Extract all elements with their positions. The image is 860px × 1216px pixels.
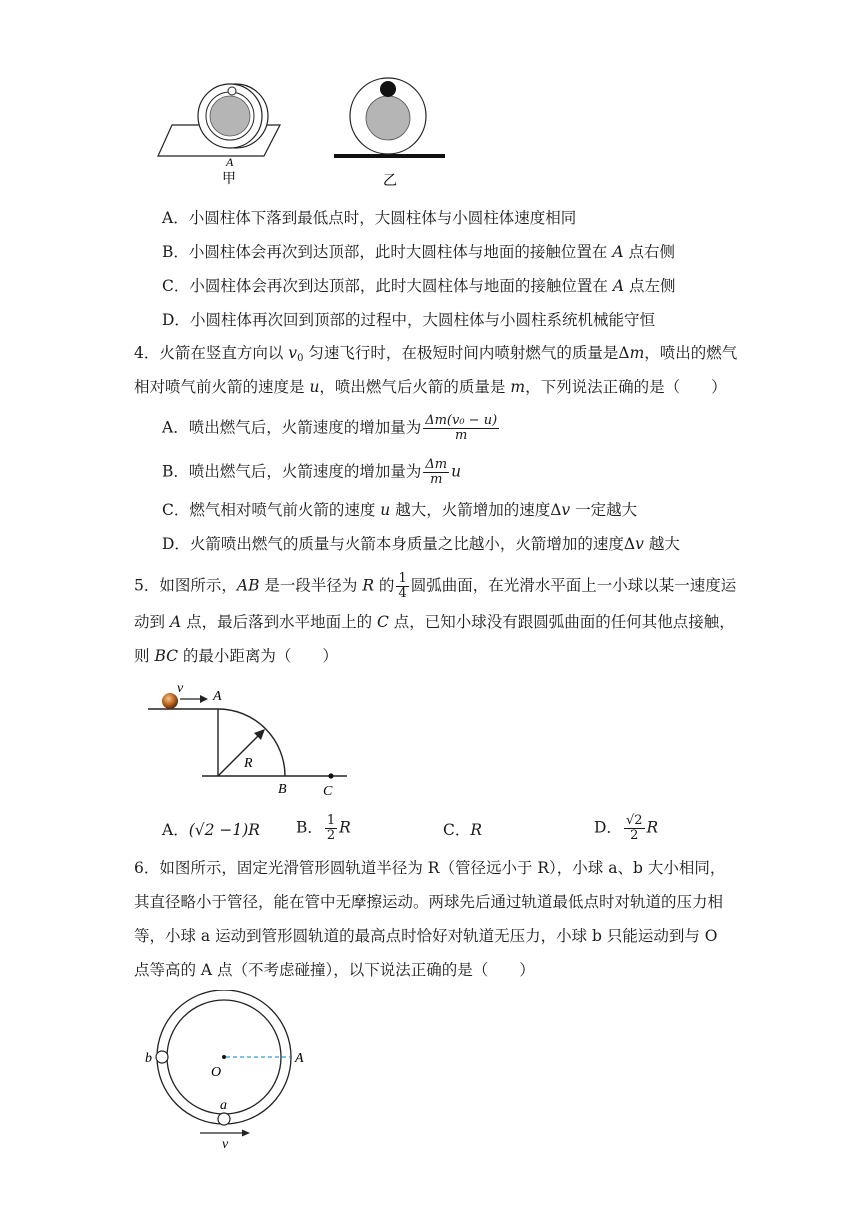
label-B: B: [278, 782, 287, 797]
fraction: $\frac{1}{4}$: [398, 571, 407, 601]
fraction: $\frac{\text{Δm(v₀ − u)}}{m}$: [425, 413, 498, 443]
figure-circular-tube: [140, 990, 320, 1150]
velocity-arrowhead: [242, 1130, 250, 1137]
option-letter: D．: [594, 818, 622, 837]
q5-option-a[interactable]: [162, 820, 260, 840]
option-letter: C．: [162, 277, 190, 295]
small-cylinder-core: [210, 96, 250, 136]
q4-option-c[interactable]: C．燃气相对喷气前火箭的速度 u 越大，火箭增加的速度Δv 一定越大: [162, 501, 638, 519]
option-text: 小圆柱体会再次到达顶部，此时大圆柱体与地面的接触位置在: [188, 243, 613, 261]
q4-option-b[interactable]: B．喷出燃气后，火箭速度的增加量为 $\frac{\Delta m}{m}$ u: [162, 457, 462, 487]
q6-stem-line1: 6．如图所示，固定光滑管形圆轨道半径为 R（管径远小于 R），小球 a、b 大小相同，: [134, 859, 726, 877]
ball: [162, 693, 178, 709]
figure-cylinders: [150, 70, 450, 195]
label-b: b: [145, 1051, 152, 1066]
fraction: $\frac{√2}{2}$: [625, 813, 643, 843]
label-O: O: [211, 1065, 222, 1080]
velocity-arrowhead: [200, 695, 208, 703]
small-ball-jia: [228, 87, 236, 95]
q6-stem-line2: 其直径略小于管径，能在管中无摩擦运动。两球先后通过轨道最低点时对轨道的压力相: [134, 893, 724, 911]
option-letter: A．: [162, 821, 189, 839]
ball-b: [156, 1051, 168, 1063]
option-value: R: [470, 821, 483, 839]
option-text: 点右侧: [623, 243, 675, 261]
q5-stem-line3: 则 BC 的最小距离为（ ）: [134, 647, 338, 665]
q4-option-d[interactable]: D．火箭喷出燃气的质量与火箭本身质量之比越小，火箭增加的速度Δv 越大: [162, 535, 680, 553]
q5-stem-line1: 5．如图所示，AB 是一段半径为 R 的 $\frac{1}{4}$ 圆弧曲面，在光滑水平面上一小球以某一速度运: [134, 571, 737, 601]
label-v: v: [177, 681, 184, 696]
option-letter: A．: [162, 209, 189, 227]
label-jia: 甲: [222, 172, 236, 187]
option-letter: B．: [162, 243, 189, 261]
label-point-A: A: [226, 155, 234, 169]
fraction: $\frac{1}{2}$: [326, 813, 336, 843]
ball-a: [218, 1113, 230, 1125]
option-text: 小圆柱体再次回到顶部的过程中，大圆柱体与小圆柱系统机械能守恒: [189, 311, 655, 329]
small-cylinder-yi: [366, 96, 410, 140]
q3-option-c[interactable]: [162, 276, 675, 296]
label-A: A: [213, 689, 222, 704]
option-text: B．喷出燃气后，火箭速度的增加量为: [162, 462, 422, 481]
center-O-dot: [222, 1055, 226, 1059]
option-text: C．燃气相对喷气前火箭的速度: [162, 501, 381, 519]
q3-option-a[interactable]: [162, 208, 576, 228]
black-ball-yi: [380, 81, 396, 97]
option-value: (√2 −1)R: [188, 821, 260, 839]
point-label: A: [612, 243, 624, 261]
figure-quarter-arc: [140, 675, 360, 800]
option-letter: B．: [296, 818, 323, 837]
label-A: A: [295, 1051, 304, 1066]
label-C: C: [323, 784, 333, 799]
q5-option-d[interactable]: D． $\frac{√2}{2}$ R: [594, 813, 659, 843]
q4-option-a[interactable]: [162, 414, 501, 443]
point-C-dot: [328, 773, 333, 778]
point-label: A: [612, 277, 625, 295]
q4-stem-line2: 相对喷气前火箭的速度是 u，喷出燃气后火箭的质量是 m，下列说法正确的是（ ）: [134, 378, 727, 396]
label-yi: 乙: [383, 174, 397, 189]
q4-stem-line1: 4．火箭在竖直方向以 $v_0$ 匀速飞行时，在极短时间内喷射燃气的质量是Δm，喷出的燃气: [134, 344, 738, 364]
q5-option-b[interactable]: B． $\frac{1}{2}$ R: [296, 813, 351, 843]
radius-arrow: [218, 734, 260, 776]
q3-option-d[interactable]: [162, 310, 655, 330]
q3-option-b[interactable]: [162, 242, 675, 262]
option-text: A．喷出燃气后，火箭速度的增加量为: [162, 418, 422, 437]
label-a: a: [220, 1098, 227, 1113]
option-text: 小圆柱体会再次到达顶部，此时大圆柱体与地面的接触位置在: [189, 277, 613, 295]
fraction: $\frac{\Delta m}{m}$: [425, 457, 448, 487]
option-letter: C．: [443, 821, 471, 839]
label-v: v: [222, 1137, 229, 1150]
q5-option-c[interactable]: [443, 820, 482, 840]
q6-stem-line4: 点等高的 A 点（不考虑碰撞），以下说法正确的是（ ）: [134, 961, 535, 979]
option-text: 小圆柱体下落到最低点时，大圆柱体与小圆柱体速度相同: [188, 209, 577, 227]
q5-stem-line2: 动到 A 点，最后落到水平地面上的 C 点，已知小球没有跟圆弧曲面的任何其他点接触，: [134, 613, 735, 631]
label-R: R: [244, 756, 253, 771]
option-letter: D．: [162, 311, 190, 329]
option-text: 点左侧: [624, 277, 676, 295]
option-text: D．火箭喷出燃气的质量与火箭本身质量之比越小，火箭增加的速度Δ: [162, 535, 636, 553]
q6-stem-line3: 等，小球 a 运动到管形圆轨道的最高点时恰好对轨道无压力，小球 b 只能运动到与 O: [134, 927, 718, 945]
